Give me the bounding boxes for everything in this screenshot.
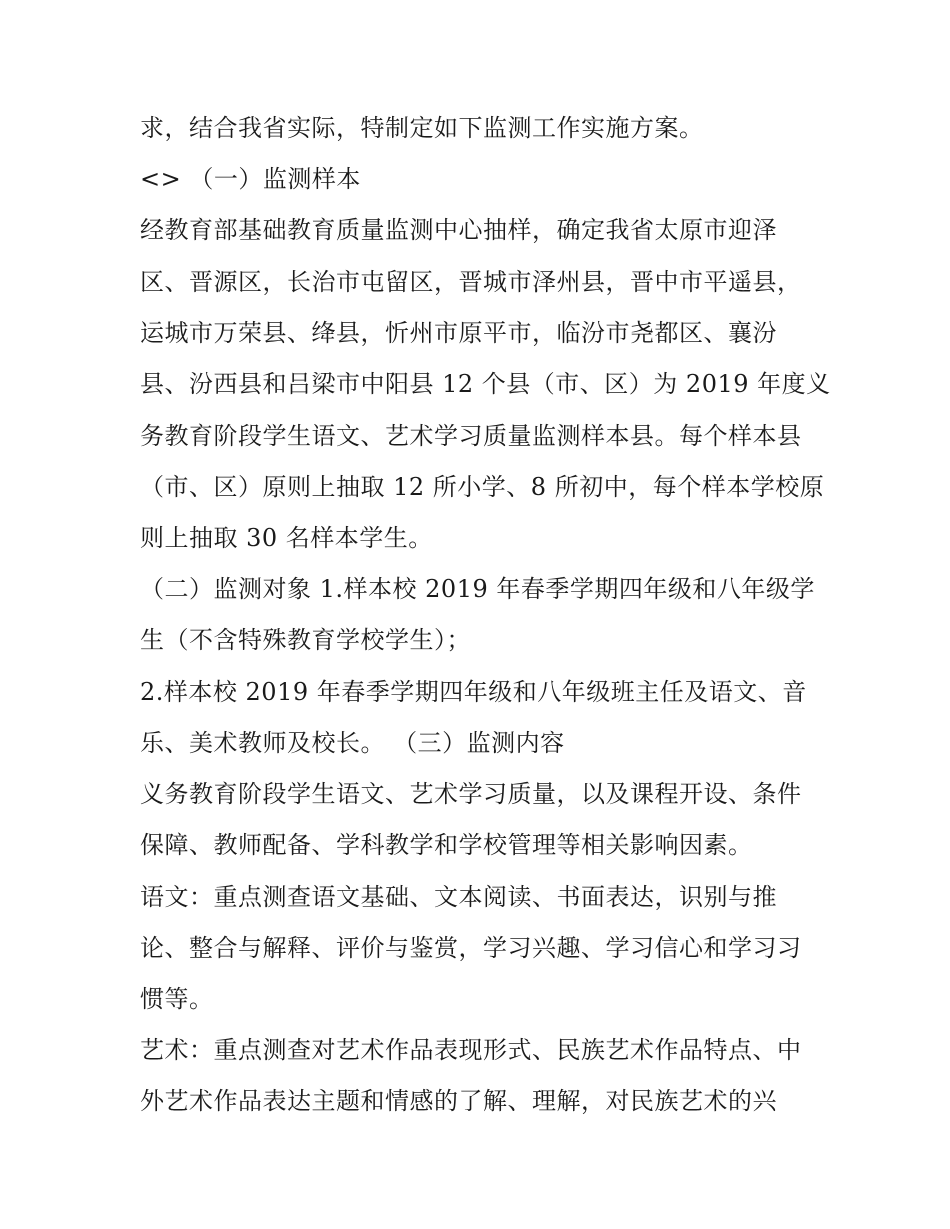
section-heading: （二）监测对象 1.样本校 2019 年春季学期四年级和八年级学 — [140, 575, 815, 603]
text-line: 外艺术作品表达主题和情感的了解、理解，对民族艺术的兴 — [140, 1087, 777, 1115]
text-line: 艺术：重点测查对艺术作品表现形式、民族艺术作品特点、中 — [140, 1036, 802, 1064]
text-line: 务教育阶段学生语文、艺术学习质量监测样本县。每个样本县 — [140, 422, 802, 450]
text-line: 语文：重点测查语文基础、文本阅读、书面表达，识别与推 — [140, 883, 777, 911]
text-line: （市、区）原则上抽取 12 所小学、8 所初中，每个样本学校原 — [140, 473, 825, 501]
text-line: 保障、教师配备、学科教学和学校管理等相关影响因素。 — [140, 831, 753, 859]
text-line: 生（不含特殊教育学校学生）； — [140, 626, 471, 654]
section-heading: <> （一）监测样本 — [140, 165, 361, 193]
text-line: 论、整合与解释、评价与鉴赏，学习兴趣、学习信心和学习习 — [140, 934, 802, 962]
text-line: 2.样本校 2019 年春季学期四年级和八年级班主任及语文、音 — [140, 678, 807, 706]
text-line: 惯等。 — [140, 985, 214, 1013]
text-line: 县、汾西县和吕梁市中阳县 12 个县（市、区）为 2019 年度义 — [140, 370, 831, 398]
text-line: 义务教育阶段学生语文、艺术学习质量，以及课程开设、条件 — [140, 780, 802, 808]
text-line: 则上抽取 30 名样本学生。 — [140, 524, 433, 552]
text-line: 运城市万荣县、绛县，忻州市原平市，临汾市尧都区、襄汾 — [140, 319, 777, 347]
text-line: 经教育部基础教育质量监测中心抽样，确定我省太原市迎泽 — [140, 216, 777, 244]
text-line: 区、晋源区，长治市屯留区，晋城市泽州县，晋中市平遥县， — [140, 268, 802, 296]
text-line: 求，结合我省实际，特制定如下监测工作实施方案。 — [140, 114, 704, 142]
text-line: 乐、美术教师及校长。 （三）监测内容 — [140, 729, 565, 757]
